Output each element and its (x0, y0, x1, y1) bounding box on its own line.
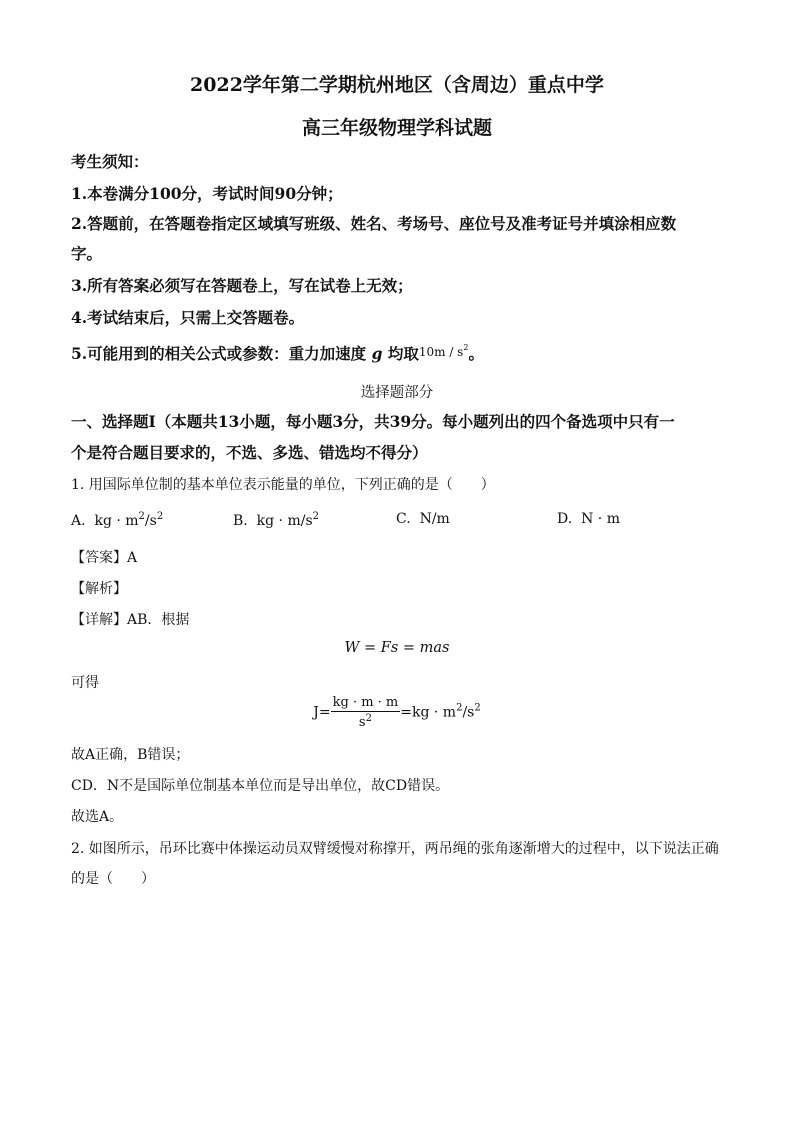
detail-text: AB．根据 (127, 612, 190, 628)
q1-line-a: 故A正确，B错误； (71, 747, 190, 763)
joule-fraction: $\frac{kg \cdot m \cdot m}{s^2}$ (332, 695, 399, 730)
q1-option-a: A. kg · $m^2/s^2$ (71, 511, 164, 529)
q1-option-b: B. kg · $m/s^2$ (233, 511, 320, 529)
q1-formula-joule: J= $\frac{kg \cdot m \cdot m}{s^2}$ $=kg \cdot m^2/s^2$ (313, 695, 481, 730)
notice-item-5-prefix: 5.可能用到的相关公式或参数：重力加速度 (71, 344, 367, 363)
q1-option-d: D. N · m (557, 511, 620, 527)
notice-item-5-g: g (371, 344, 383, 363)
q1-result-intro: 可得 (71, 675, 99, 691)
notice-item-1: 1.本卷满分100分，考试时间90分钟； (71, 184, 343, 203)
exam-title-line1: 2022学年第二学期杭州地区（含周边）重点中学 (190, 74, 604, 96)
detail-tag: 【详解】 (71, 612, 127, 628)
q2-stem-line2: 的是（ ） (71, 871, 155, 887)
q1-conclusion: 故选A。 (71, 809, 124, 825)
section-title: 选择题部分 (360, 385, 434, 401)
section-instructions-line2: 个是符合题目要求的，不选、多选、错选均不得分） (71, 443, 428, 462)
section-instructions-line1: 一、选择题Ⅰ（本题共13小题，每小题3分，共39分。每小题列出的四个备选项中只有一 (71, 412, 675, 431)
q1-line-cd: CD．N不是国际单位制基本单位而是导出单位，故CD错误。 (71, 778, 450, 794)
q1-option-c: C. N/m (396, 511, 450, 527)
q2-stem-line1: 2. 如图所示，吊环比赛中体操运动员双臂缓慢对称撑开，两吊绳的张角逐渐增大的过程中，以下说法正确 (71, 841, 719, 857)
notice-item-5 (71, 342, 484, 364)
answer-value: A (127, 550, 138, 566)
notice-item-5-end: 。 (468, 344, 484, 363)
notice-item-2: 2.答题前，在答题卷指定区域填写班级、姓名、考场号、座位号及准考证号并填涂相应数 (71, 214, 677, 233)
q1-answer (71, 547, 137, 567)
q1-stem: 1. 用国际单位制的基本单位表示能量的单位，下列正确的是（ ） (71, 477, 495, 493)
notice-item-3: 3.所有答案必须写在答题卷上，写在试卷上无效； (71, 276, 413, 295)
notice-item-2-cont: 字。 (71, 244, 103, 263)
exam-title-line2: 高三年级物理学科试题 (301, 117, 492, 139)
notice-heading: 考生须知： (71, 152, 149, 171)
q1-detail (71, 609, 189, 629)
notice-item-4: 4.考试结束后，只需上交答题卷。 (71, 308, 305, 327)
answer-tag: 【答案】 (71, 550, 127, 566)
notice-item-5-value: $10m / s^2$ (418, 343, 469, 359)
q1-analysis-tag: 【解析】 (71, 581, 127, 597)
q1-formula-work: W = Fs = mas (344, 640, 450, 656)
notice-item-5-mid: 均取 (387, 344, 419, 363)
